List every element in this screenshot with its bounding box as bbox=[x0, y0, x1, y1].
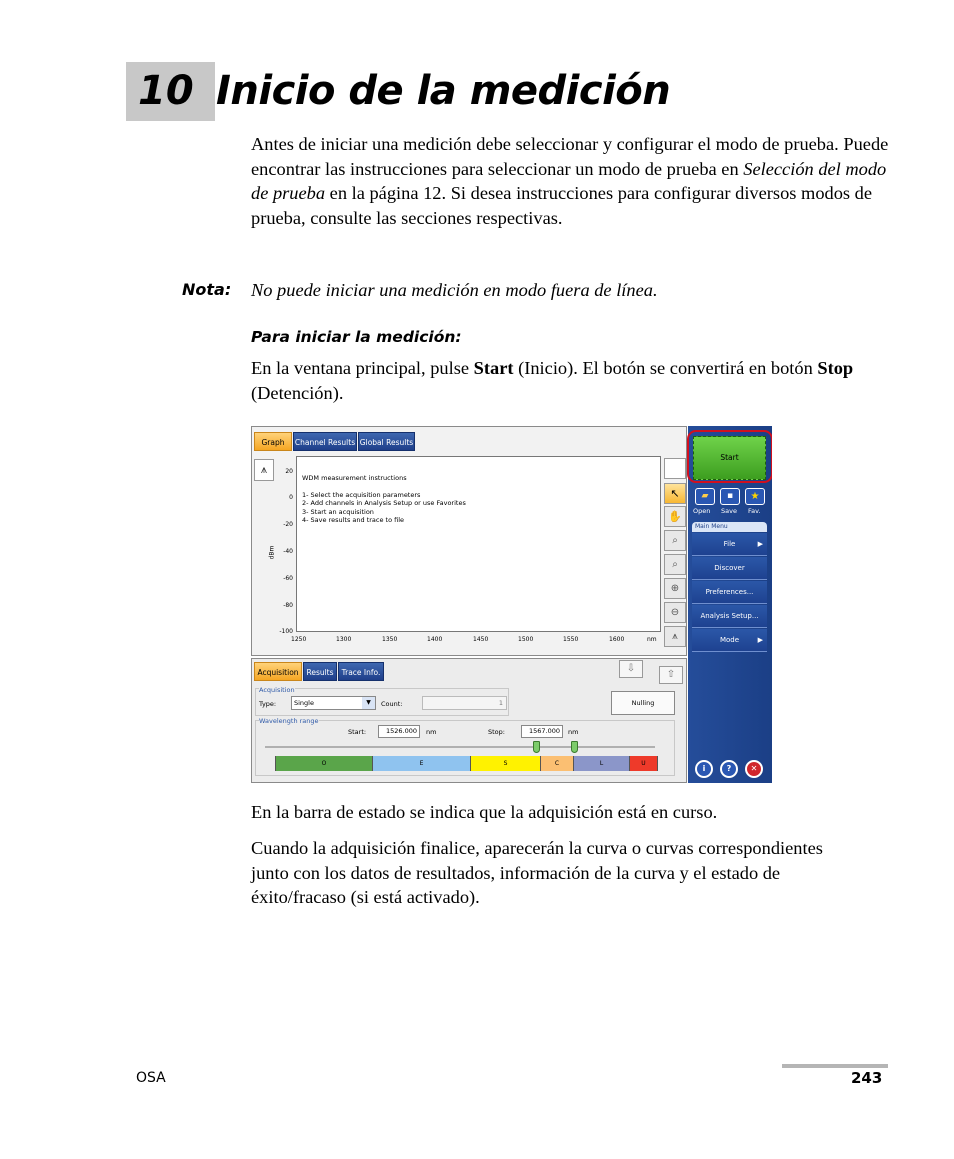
y-axis-label: dBm bbox=[268, 545, 276, 560]
y-tick: -80 bbox=[283, 602, 293, 609]
collapse-down-icon[interactable]: ⇩ bbox=[619, 660, 643, 678]
footer-rule bbox=[782, 1064, 888, 1068]
save-label: Save bbox=[721, 507, 737, 515]
y-tick: -20 bbox=[283, 521, 293, 528]
start-input[interactable]: 1526.000 bbox=[378, 725, 420, 738]
start-unit: nm bbox=[426, 728, 437, 736]
start-button[interactable]: Start bbox=[693, 436, 766, 480]
instructions-block bbox=[302, 474, 466, 525]
tab-acquisition[interactable]: Acquisition bbox=[254, 662, 302, 681]
instructions-title: WDM measurement instructions bbox=[302, 474, 407, 482]
zoom-in-icon[interactable]: ⌕ bbox=[664, 554, 686, 575]
procedure-step bbox=[251, 356, 891, 405]
x-tick: 1250 bbox=[291, 636, 307, 643]
nulling-button[interactable]: Nulling bbox=[611, 691, 675, 715]
y-tick: -40 bbox=[283, 548, 293, 555]
y-tick: 0 bbox=[289, 494, 293, 501]
x-tick: 1450 bbox=[473, 636, 489, 643]
band-s: S bbox=[471, 756, 541, 771]
type-label: Type: bbox=[259, 700, 277, 708]
zoom-fit-icon[interactable]: ⊕ bbox=[664, 578, 686, 599]
band-e: E bbox=[373, 756, 471, 771]
menu-label: File bbox=[723, 540, 736, 548]
procedure-heading: Para iniciar la medición: bbox=[251, 328, 462, 346]
tab-trace-info[interactable]: Trace Info. bbox=[338, 662, 384, 681]
start-highlight bbox=[687, 430, 772, 483]
menu-item-preferences[interactable]: Preferences... bbox=[692, 581, 767, 604]
tab-channel-results[interactable]: Channel Results bbox=[293, 432, 357, 451]
zoom-out-icon[interactable]: ⊖ bbox=[664, 602, 686, 623]
step-bold-stop: Stop bbox=[817, 358, 854, 378]
stop-input[interactable]: 1567.000 bbox=[521, 725, 563, 738]
x-tick: 1500 bbox=[518, 636, 534, 643]
note-label: Nota: bbox=[182, 280, 232, 299]
chapter-title: Inicio de la medición bbox=[216, 68, 671, 114]
band-o: O bbox=[275, 756, 373, 771]
band-u: U bbox=[630, 756, 658, 771]
help-icon[interactable]: ? bbox=[720, 760, 738, 778]
x-tick: 1400 bbox=[427, 636, 443, 643]
open-label: Open bbox=[693, 507, 711, 515]
x-tick: 1300 bbox=[336, 636, 352, 643]
save-disk-icon[interactable]: ▪ bbox=[720, 488, 740, 505]
x-tick: 1550 bbox=[563, 636, 579, 643]
hand-pan-icon[interactable]: ✋ bbox=[664, 506, 686, 527]
main-menu-title: Main Menu bbox=[692, 522, 767, 532]
x-unit: nm bbox=[647, 636, 657, 643]
spectrum-icon[interactable]: ⩚ bbox=[254, 459, 274, 481]
type-select-value: Single bbox=[294, 699, 314, 707]
step-bold-start: Start bbox=[473, 358, 514, 378]
instruction-line: 4- Save results and trace to file bbox=[302, 516, 405, 524]
range-stop-handle[interactable] bbox=[571, 741, 578, 753]
info-icon[interactable]: i bbox=[695, 760, 713, 778]
trace-icon[interactable] bbox=[664, 458, 686, 479]
chevron-right-icon: ▶ bbox=[757, 636, 763, 644]
y-tick: 20 bbox=[285, 468, 293, 475]
stop-unit: nm bbox=[568, 728, 579, 736]
page-number: 243 bbox=[851, 1069, 883, 1087]
intro-text-2: en la página 12. Si desea instrucciones para configurar diversos modos de prueba, consulte las secciones respectivas. bbox=[251, 183, 873, 228]
intro-crossref-link[interactable]: Selección del modo de prueba bbox=[251, 158, 887, 203]
footer-product: OSA bbox=[136, 1070, 166, 1086]
chevron-right-icon: ▶ bbox=[757, 540, 763, 548]
close-icon[interactable]: ✕ bbox=[745, 760, 763, 778]
step-text-1: En la ventana principal, pulse bbox=[251, 358, 474, 378]
wavelength-group-label: Wavelength range bbox=[259, 717, 319, 725]
menu-item-analysis-setup[interactable]: Analysis Setup... bbox=[692, 605, 767, 628]
intro-paragraph bbox=[251, 132, 891, 230]
instruction-line: 2- Add channels in Analysis Setup or use Favorites bbox=[302, 499, 466, 507]
stop-label: Stop: bbox=[488, 728, 505, 736]
pointer-icon[interactable]: ↖ bbox=[664, 483, 686, 504]
y-tick: -100 bbox=[279, 628, 293, 635]
zoom-area-icon[interactable]: ⌕ bbox=[664, 530, 686, 551]
menu-item-mode[interactable] bbox=[692, 629, 767, 652]
step-text-2: (Inicio). El botón se convertirá en botón bbox=[513, 358, 818, 378]
x-tick: 1350 bbox=[382, 636, 398, 643]
range-slider-track[interactable] bbox=[265, 746, 655, 748]
tab-global-results[interactable]: Global Results bbox=[358, 432, 415, 451]
x-tick: 1600 bbox=[609, 636, 625, 643]
y-tick: -60 bbox=[283, 575, 293, 582]
full-view-icon[interactable]: ⩚ bbox=[664, 626, 686, 647]
open-folder-icon[interactable]: ▰ bbox=[695, 488, 715, 505]
intro-text-1: Antes de iniciar una medición debe seleccionar y configurar el modo de prueba. Puede encontrar las instrucciones para seleccionar un modo de prueba en bbox=[251, 134, 889, 179]
chapter-number: 10 bbox=[126, 62, 215, 121]
acquisition-group-label: Acquisition bbox=[259, 686, 295, 694]
favorites-star-icon[interactable]: ★ bbox=[745, 488, 765, 505]
fav-label: Fav. bbox=[748, 507, 761, 515]
completion-paragraph: Cuando la adquisición finalice, aparecerán la curva o curvas correspondientes junto con los datos de resultados, información de la curva y el estado de éxito/fracaso (si está activado). bbox=[251, 838, 823, 907]
band-l: L bbox=[574, 756, 630, 771]
menu-label: Mode bbox=[719, 636, 740, 644]
chevron-down-icon: ▼ bbox=[362, 697, 375, 709]
range-start-handle[interactable] bbox=[533, 741, 540, 753]
band-c: C bbox=[541, 756, 574, 771]
tab-results[interactable]: Results bbox=[303, 662, 337, 681]
instruction-line: 1- Select the acquisition parameters bbox=[302, 490, 421, 499]
step-text-3: (Detención). bbox=[251, 382, 344, 403]
menu-item-discover[interactable]: Discover bbox=[692, 557, 767, 580]
expand-up-icon[interactable]: ⇧ bbox=[659, 666, 683, 684]
osa-screenshot bbox=[251, 426, 772, 783]
count-label: Count: bbox=[381, 700, 403, 708]
count-input[interactable]: 1 bbox=[422, 696, 507, 710]
start-label: Start: bbox=[348, 728, 367, 736]
status-paragraph: En la barra de estado se indica que la adquisición está en curso. bbox=[251, 802, 718, 822]
menu-item-file[interactable] bbox=[692, 533, 767, 556]
tab-graph[interactable]: Graph bbox=[254, 432, 292, 451]
instruction-line: 3- Start an acquisition bbox=[302, 507, 374, 516]
type-select[interactable] bbox=[291, 696, 376, 710]
note-text: No puede iniciar una medición en modo fuera de línea. bbox=[251, 280, 658, 300]
